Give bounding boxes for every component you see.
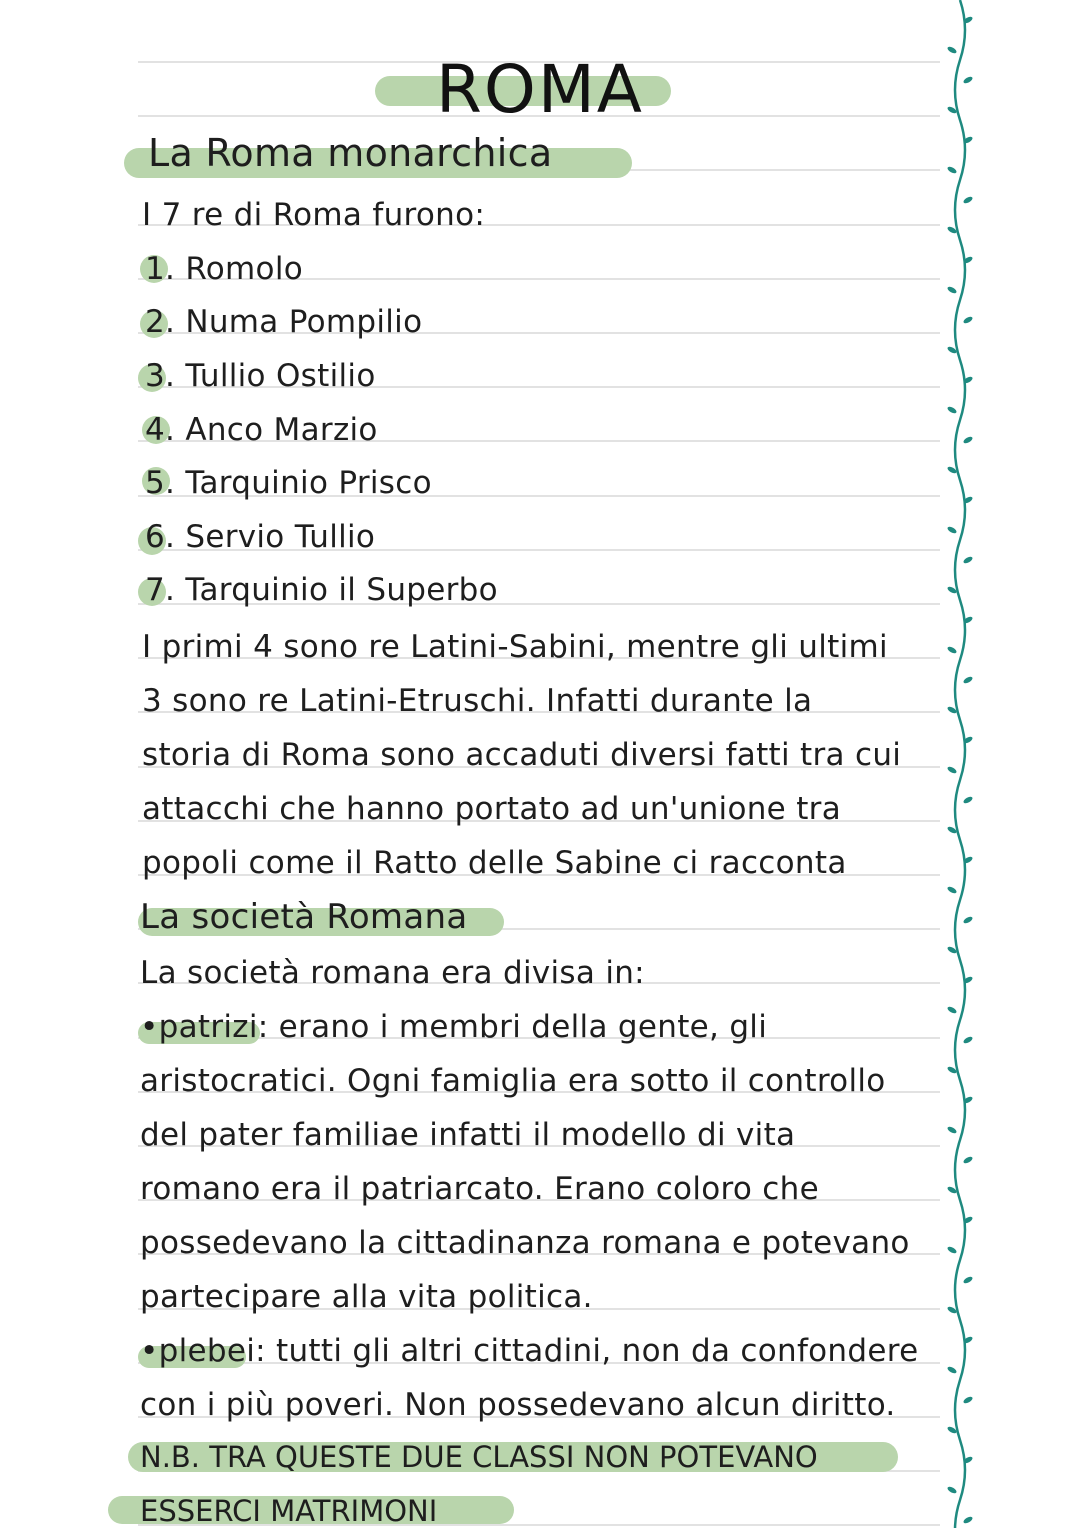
patrizi-text: erano i membri della gente, gli — [268, 1009, 768, 1045]
king-item — [145, 571, 498, 609]
king-number: 5. — [145, 465, 176, 501]
plebei-definition — [140, 1332, 918, 1370]
vine-leaf — [946, 1125, 957, 1134]
vine-leaf — [962, 195, 973, 204]
vine-leaf — [962, 1395, 973, 1404]
king-number: 1. — [145, 251, 176, 287]
vine-leaf — [946, 1365, 957, 1374]
king-number: 3. — [145, 358, 176, 394]
vine-leaf — [962, 675, 973, 684]
patrizi-term: •patrizi: — [140, 1009, 269, 1045]
king-name: Romolo — [185, 251, 304, 287]
paragraph-line: I primi 4 sono re Latini-Sabini, mentre gli ultimi — [142, 629, 888, 665]
king-item — [145, 518, 375, 556]
king-name: Anco Marzio — [185, 412, 378, 448]
king-number: 4. — [145, 412, 176, 448]
king-item — [145, 250, 303, 288]
paragraph-line: con i più poveri. Non possedevano alcun diritto. — [140, 1387, 896, 1423]
society-intro: La società romana era divisa in: — [140, 955, 645, 991]
plebei-text: tutti gli altri cittadini, non da confondere — [265, 1333, 919, 1369]
king-number: 2. — [145, 304, 176, 340]
page-title: ROMA — [436, 51, 644, 128]
king-name: Tarquinio Prisco — [185, 465, 432, 501]
paragraph-line: romano era il patriarcato. Erano coloro che — [140, 1171, 819, 1207]
paragraph-line: del pater familiae infatti il modello di vita — [140, 1117, 796, 1153]
king-item — [145, 303, 422, 341]
paragraph-line: popoli come il Ratto delle Sabine ci racconta — [142, 845, 847, 881]
section-heading-societa-romana: La società Romana — [140, 897, 468, 937]
vine-leaf — [946, 1245, 957, 1254]
vine-leaf — [962, 1155, 973, 1164]
vine-leaf — [962, 1035, 973, 1044]
king-name: Tullio Ostilio — [185, 358, 376, 394]
vine-leaf — [962, 555, 973, 564]
paragraph-line: attacchi che hanno portato ad un'unione tra — [142, 791, 841, 827]
vine-leaf — [962, 435, 973, 444]
king-number: 6. — [145, 519, 176, 555]
vine-leaf — [946, 285, 957, 294]
vine-leaf — [962, 1275, 973, 1284]
king-name: Tarquinio il Superbo — [185, 572, 498, 608]
vine-leaf — [962, 795, 973, 804]
note-line: N.B. TRA QUESTE DUE CLASSI NON POTEVANO — [140, 1440, 818, 1474]
vine-leaf — [946, 1005, 957, 1014]
vine-stem — [955, 0, 965, 1528]
vine-leaf — [946, 885, 957, 894]
king-name: Numa Pompilio — [185, 304, 423, 340]
king-number: 7. — [145, 572, 176, 608]
paragraph-line: possedevano la cittadinanza romana e potevano — [140, 1225, 910, 1261]
paragraph-line: aristocratici. Ogni famiglia era sotto il controllo — [140, 1063, 886, 1099]
vine-leaf — [962, 315, 973, 324]
vine-leaf — [946, 165, 957, 174]
vine-leaf — [962, 915, 973, 924]
vine-leaf — [946, 645, 957, 654]
king-item — [145, 357, 376, 395]
king-item — [145, 464, 432, 502]
paragraph-line: storia di Roma sono accaduti diversi fatti tra cui — [142, 737, 902, 773]
plebei-term: •plebei: — [140, 1333, 266, 1369]
king-item — [145, 411, 378, 449]
king-name: Servio Tullio — [185, 519, 376, 555]
vine-leaf — [946, 1485, 957, 1494]
vine-border-decoration — [930, 0, 990, 1528]
patrizi-definition — [140, 1008, 767, 1046]
paragraph-line: partecipare alla vita politica. — [140, 1279, 593, 1315]
vine-leaf — [946, 765, 957, 774]
section-heading-roma-monarchica: La Roma monarchica — [148, 131, 553, 175]
note-line: ESSERCI MATRIMONI — [140, 1494, 438, 1528]
vine-leaf — [946, 405, 957, 414]
vine-leaf — [946, 525, 957, 534]
paragraph-line: 3 sono re Latini-Etruschi. Infatti durante la — [142, 683, 813, 719]
kings-intro: I 7 re di Roma furono: — [142, 197, 486, 233]
vine-leaf — [962, 1515, 973, 1524]
